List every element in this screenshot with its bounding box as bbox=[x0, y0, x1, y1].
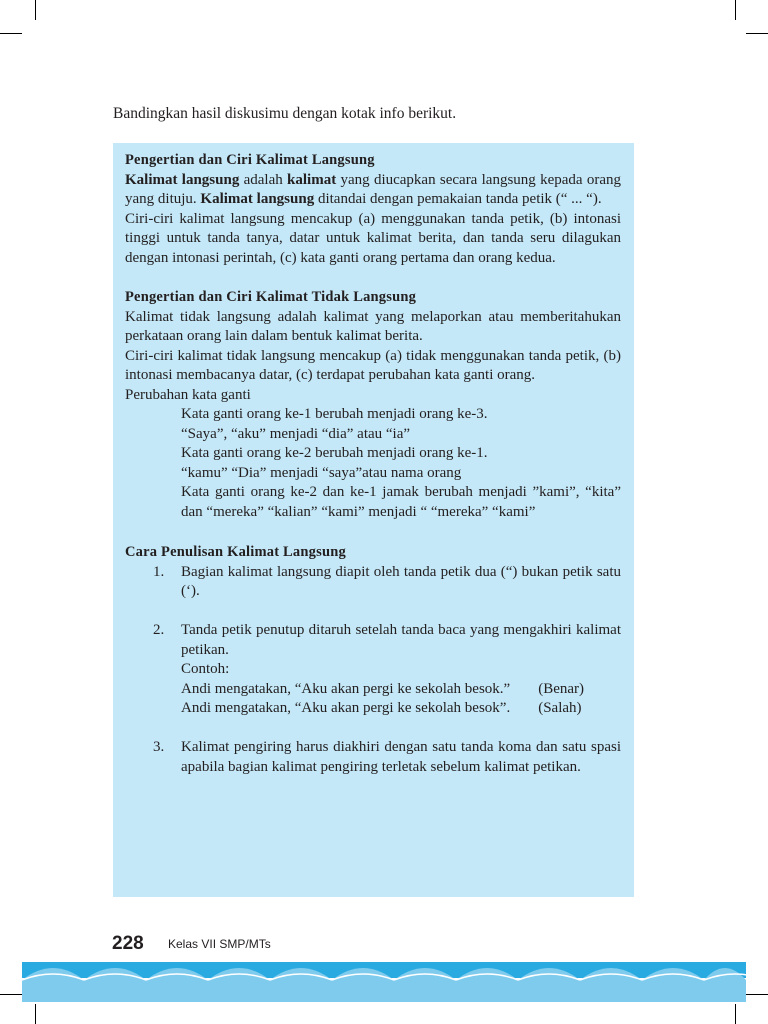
list-number: 1. bbox=[153, 563, 165, 580]
text-run: yang diucapkan secara langsung kepada orang yang dituju. bbox=[125, 171, 621, 207]
list-item-text: Kalimat pengiring harus diakhiri dengan satu tanda koma dan satu spasi apabila bagian kalimat pengiring terletak sebelum kalimat petikan. bbox=[181, 739, 621, 775]
example-sentence: Andi mengatakan, “Aku akan pergi ke sekolah besok”. bbox=[181, 700, 511, 716]
section-heading: Pengertian dan Ciri Kalimat Langsung bbox=[125, 152, 375, 168]
section-direct-speech bbox=[125, 151, 621, 268]
example-tag: (Benar) bbox=[538, 680, 585, 697]
crop-mark bbox=[35, 0, 36, 20]
example-label: Contoh: bbox=[181, 661, 230, 677]
crop-mark bbox=[0, 33, 22, 34]
intro-text: Bandingkan hasil diskusimu dengan kotak info berikut. bbox=[113, 105, 457, 122]
characteristics-paragraph: Ciri-ciri kalimat langsung mencakup (a) menggunakan tanda petik, (b) intonasi tinggi untuk tanda tanya, datar untuk kalimat berita, dan tanda seru dilagukan dengan intonasi perintah, (c) kata ganti orang pertama dan orang kedua. bbox=[125, 210, 621, 266]
definition-paragraph: Kalimat tidak langsung adalah kalimat yang melaporkan atau memberitahukan perkataan orang lain dalam bentuk kalimat berita. bbox=[125, 308, 621, 344]
info-box bbox=[113, 143, 634, 897]
crop-mark bbox=[35, 1004, 36, 1024]
section-heading: Pengertian dan Ciri Kalimat Tidak Langsung bbox=[125, 289, 417, 305]
list-number: 3. bbox=[153, 739, 165, 755]
list-item-text: Tanda petik penutup ditaruh setelah tanda baca yang mengakhiri kalimat petikan. bbox=[181, 622, 621, 658]
bold-term: kalimat bbox=[287, 171, 337, 188]
list-number: 2. bbox=[153, 622, 165, 638]
wave-decoration bbox=[0, 960, 768, 1002]
pronoun-change-label: Perubahan kata ganti bbox=[125, 386, 251, 403]
class-label: Kelas VII SMP/MTs bbox=[168, 937, 271, 951]
crop-mark bbox=[735, 0, 736, 20]
pronoun-change-line: Kata ganti orang ke-2 berubah menjadi orang ke-1. bbox=[181, 445, 488, 461]
bold-term: Kalimat langsung bbox=[125, 171, 240, 188]
text-run: adalah bbox=[239, 171, 288, 188]
section-writing-rules bbox=[125, 543, 621, 777]
list-item bbox=[125, 621, 621, 719]
crop-mark bbox=[746, 33, 768, 34]
example-correct bbox=[181, 680, 621, 700]
rules-list bbox=[125, 563, 621, 778]
list-item-text: Bagian kalimat langsung diapit oleh tanda petik dua (“) bukan petik satu (‘). bbox=[181, 563, 621, 599]
pronoun-change-list bbox=[125, 405, 621, 522]
section-indirect-speech bbox=[125, 288, 621, 522]
section-heading: Cara Penulisan Kalimat Langsung bbox=[125, 544, 346, 560]
text-run: ditandai dengan pemakaian tanda petik (“ ... “). bbox=[314, 191, 602, 207]
example-tag: (Salah) bbox=[538, 700, 582, 716]
pronoun-change-line: “Saya”, “aku” menjadi “dia” atau “ia” bbox=[181, 425, 411, 442]
list-item bbox=[125, 563, 621, 602]
crop-mark bbox=[735, 1004, 736, 1024]
list-item bbox=[125, 738, 621, 777]
definition-paragraph bbox=[125, 171, 621, 210]
bold-term: Kalimat langsung bbox=[200, 191, 315, 207]
page-number: 228 bbox=[112, 933, 144, 954]
pronoun-change-line: Kata ganti orang ke-2 dan ke-1 jamak berubah menjadi ”kami”, “kita” dan “mereka” “kalian” “kami” menjadi “ “mereka” “kami” bbox=[181, 484, 621, 520]
pronoun-change-line: Kata ganti orang ke-1 berubah menjadi orang ke-3. bbox=[181, 406, 488, 422]
example-incorrect bbox=[181, 699, 621, 719]
characteristics-paragraph: Ciri-ciri kalimat tidak langsung mencakup (a) tidak menggunakan tanda petik, (b) intonasi membacanya datar, (c) terdapat perubahan kata ganti orang. bbox=[125, 347, 621, 383]
pronoun-change-line: “kamu” “Dia” menjadi “saya”atau nama orang bbox=[181, 464, 462, 481]
example-sentence: Andi mengatakan, “Aku akan pergi ke sekolah besok.” bbox=[181, 680, 511, 697]
